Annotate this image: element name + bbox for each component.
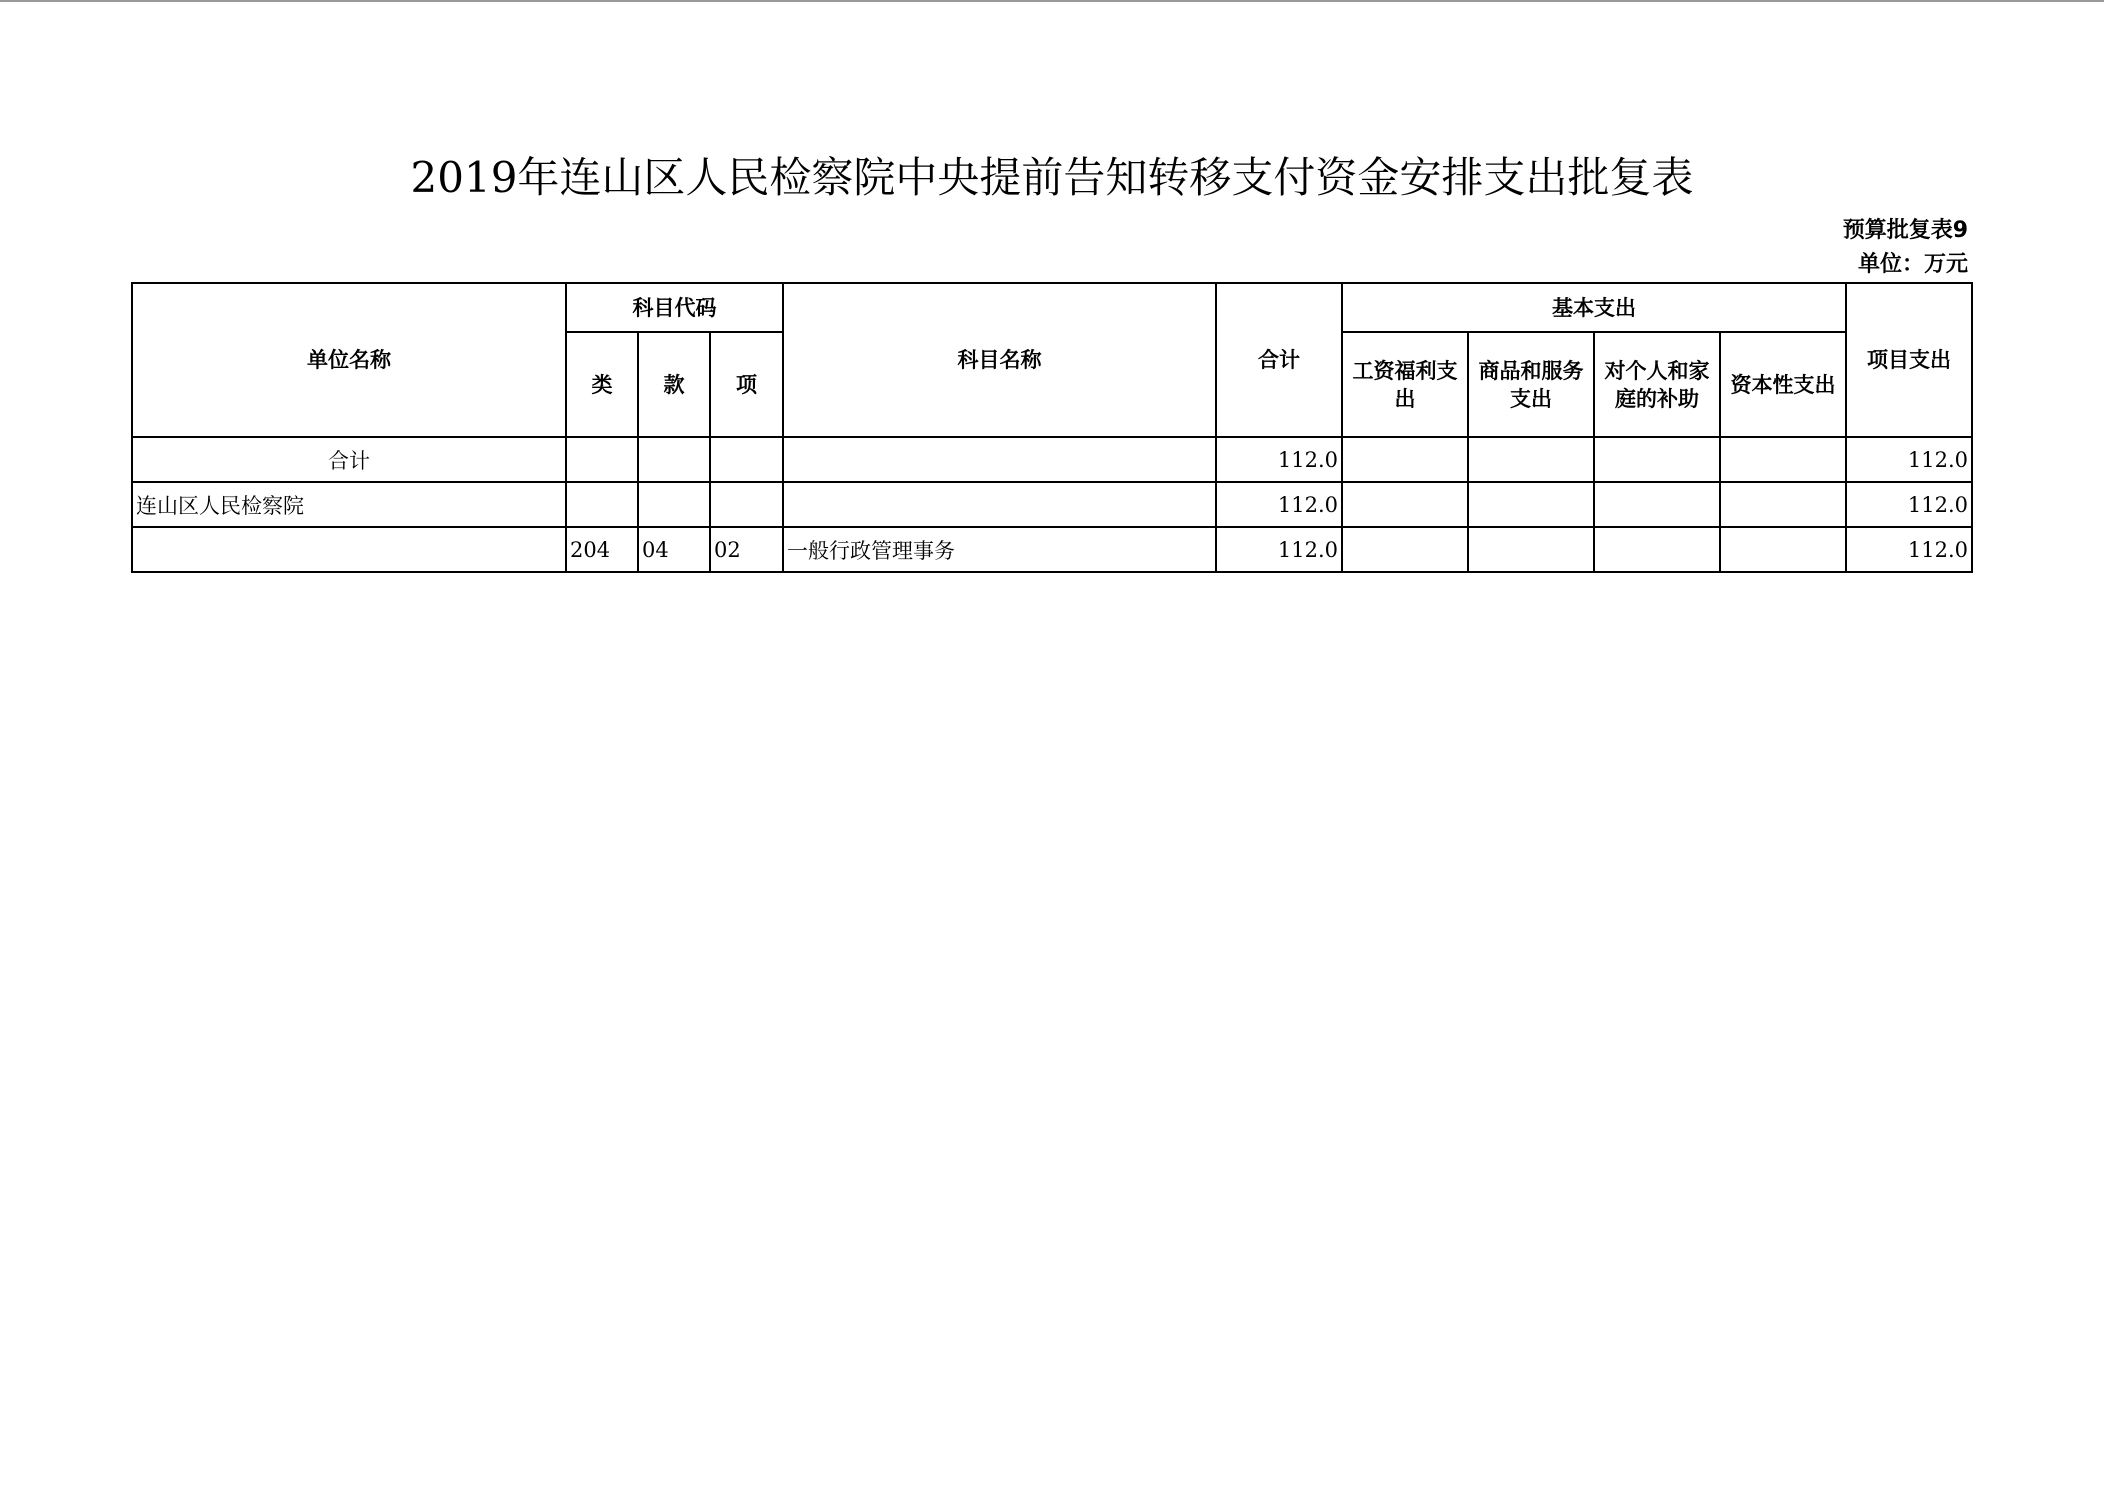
header-project-expenditure: 项目支出 <box>1846 283 1972 437</box>
header-wages-welfare: 工资福利支出 <box>1342 332 1468 437</box>
table-row-total <box>132 437 1972 482</box>
cell-goods-services <box>1468 527 1594 572</box>
table-row-unit <box>132 482 1972 527</box>
cell-kuan <box>638 437 710 482</box>
cell-subsidies-individuals <box>1594 482 1720 527</box>
top-rule <box>0 0 2104 2</box>
cell-wages-welfare <box>1342 482 1468 527</box>
cell-unit-name <box>132 527 566 572</box>
cell-goods-services <box>1468 482 1594 527</box>
cell-capital <box>1720 482 1846 527</box>
table-row-subject <box>132 527 1972 572</box>
cell-wages-welfare <box>1342 437 1468 482</box>
unit-label: 单位：万元 <box>1857 252 1968 277</box>
header-subject-code: 科目代码 <box>566 283 783 332</box>
cell-subsidies-individuals <box>1594 527 1720 572</box>
cell-project-expenditure: 112.0 <box>1846 527 1972 572</box>
header-subsidies-individuals: 对个人和家庭的补助 <box>1594 332 1720 437</box>
cell-subsidies-individuals <box>1594 437 1720 482</box>
header-unit-name: 单位名称 <box>132 283 566 437</box>
header-lei: 类 <box>566 332 638 437</box>
cell-unit-name: 合计 <box>132 437 566 482</box>
page-title: 2019年连山区人民检察院中央提前告知转移支付资金安排支出批复表 <box>410 153 1694 202</box>
cell-total: 112.0 <box>1216 437 1342 482</box>
cell-lei <box>566 482 638 527</box>
cell-project-expenditure: 112.0 <box>1846 482 1972 527</box>
cell-project-expenditure: 112.0 <box>1846 437 1972 482</box>
cell-goods-services <box>1468 437 1594 482</box>
cell-wages-welfare <box>1342 527 1468 572</box>
cell-kuan <box>638 482 710 527</box>
cell-subject-name <box>783 482 1216 527</box>
form-number: 预算批复表9 <box>1842 218 1968 243</box>
header-xiang: 项 <box>710 332 783 437</box>
cell-total: 112.0 <box>1216 482 1342 527</box>
header-total: 合计 <box>1216 283 1342 437</box>
cell-unit-name: 连山区人民检察院 <box>132 482 566 527</box>
cell-xiang <box>710 482 783 527</box>
header-basic-expenditure: 基本支出 <box>1342 283 1846 332</box>
cell-kuan: 04 <box>638 527 710 572</box>
budget-table <box>131 282 1973 573</box>
header-capital: 资本性支出 <box>1720 332 1846 437</box>
cell-xiang <box>710 437 783 482</box>
cell-total: 112.0 <box>1216 527 1342 572</box>
cell-subject-name: 一般行政管理事务 <box>783 527 1216 572</box>
header-kuan: 款 <box>638 332 710 437</box>
cell-capital <box>1720 437 1846 482</box>
cell-xiang: 02 <box>710 527 783 572</box>
cell-capital <box>1720 527 1846 572</box>
cell-lei: 204 <box>566 527 638 572</box>
cell-lei <box>566 437 638 482</box>
cell-subject-name <box>783 437 1216 482</box>
header-goods-services: 商品和服务支出 <box>1468 332 1594 437</box>
header-subject-name: 科目名称 <box>783 283 1216 437</box>
